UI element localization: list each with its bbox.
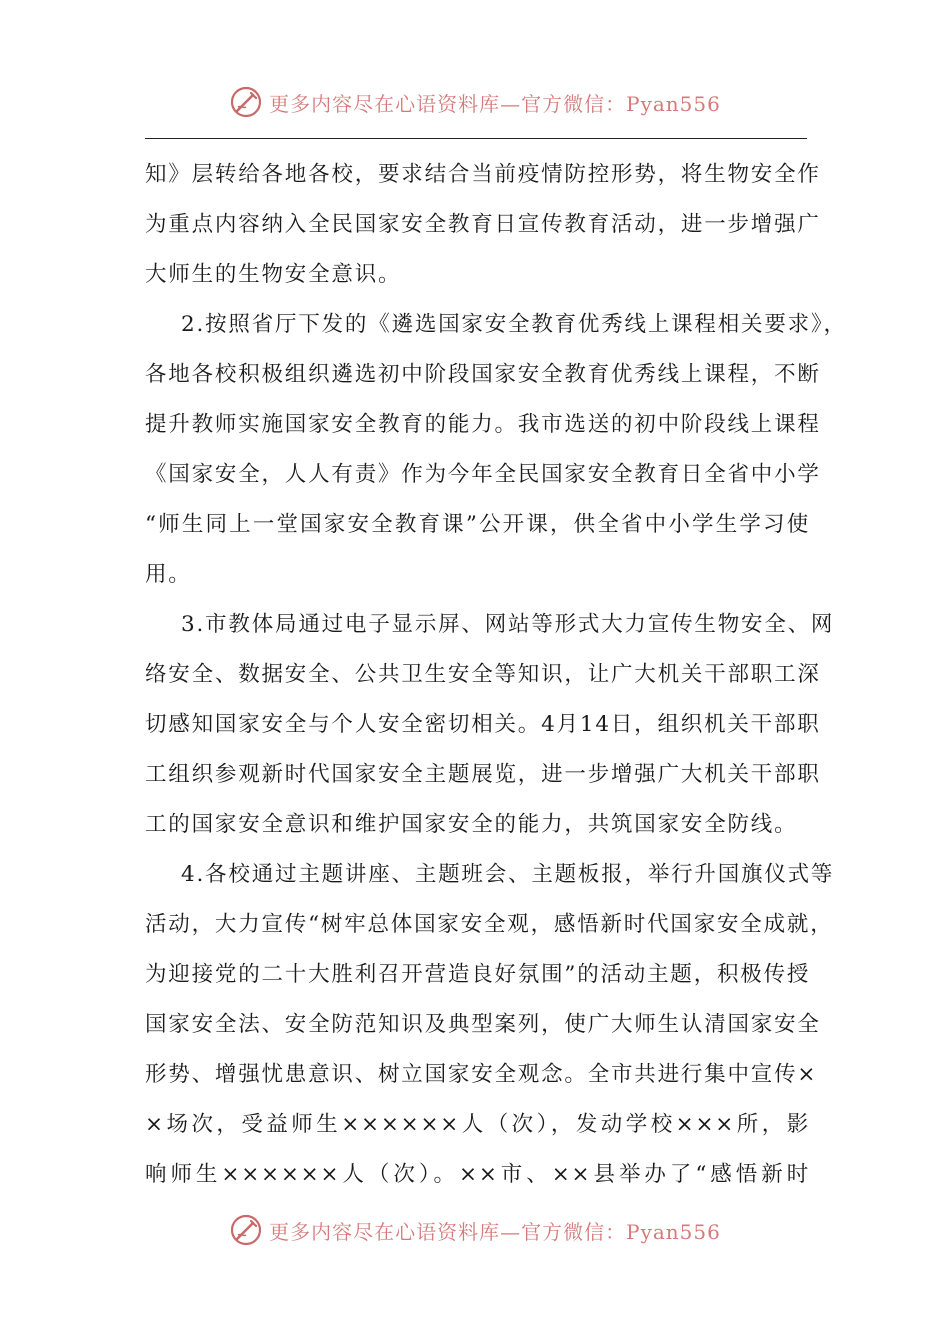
body-line: 形势、增强忧患意识、树立国家安全观念。全市共进行集中宣传× — [145, 1062, 818, 1087]
body-line: 知》层转给各地各校，要求结合当前疫情防控形势，将生物安全作 — [145, 162, 821, 187]
body-line: 为重点内容纳入全民国家安全教育日宣传教育活动，进一步增强广 — [145, 212, 821, 237]
pen-logo-icon — [229, 85, 263, 119]
body-line: 3.市教体局通过电子显示屏、网站等形式大力宣传生物安全、网 — [181, 612, 835, 637]
body-line: 各地各校积极组织遴选初中阶段国家安全教育优秀线上课程，不断 — [145, 362, 821, 387]
header-watermark-text: 更多内容尽在心语资料库—官方微信：Pyan556 — [269, 91, 721, 116]
body-line: 国家安全法、安全防范知识及典型案列，使广大师生认清国家安全 — [145, 1012, 821, 1037]
body-line: 2.按照省厅下发的《遴选国家安全教育优秀线上课程相关要求》， — [181, 312, 847, 337]
footer-watermark — [0, 1210, 950, 1250]
body-line: 活动，大力宣传“树牢总体国家安全观，感悟新时代国家安全成就， — [145, 912, 834, 937]
body-line: 络安全、数据安全、公共卫生安全等知识，让广大机关干部职工深 — [145, 662, 821, 687]
body-line: 大师生的生物安全意识。 — [145, 262, 402, 287]
header-divider — [145, 138, 807, 139]
body-line: 工组织参观新时代国家安全主题展览，进一步增强广大机关干部职 — [145, 762, 821, 787]
body-line: 响师生××××××人（次）。××市、××县举办了“感悟新时 — [145, 1162, 810, 1187]
body-line: 提升教师实施国家安全教育的能力。我市选送的初中阶段线上课程 — [145, 412, 821, 437]
body-line: 切感知国家安全与个人安全密切相关。4月14日，组织机关干部职 — [145, 712, 821, 737]
body-line: ×场次，受益师生××××××人（次），发动学校×××所，影 — [145, 1112, 810, 1137]
body-line: 为迎接党的二十大胜利召开营造良好氛围”的活动主题，积极传授 — [145, 962, 811, 987]
footer-watermark-text: 更多内容尽在心语资料库—官方微信：Pyan556 — [269, 1219, 721, 1244]
body-line: “师生同上一堂国家安全教育课”公开课，供全省中小学生学习使 — [145, 512, 810, 537]
body-line: 工的国家安全意识和维护国家安全的能力，共筑国家安全防线。 — [145, 812, 798, 837]
pen-logo-icon — [229, 1213, 263, 1247]
header-watermark — [0, 82, 950, 122]
document-body — [145, 150, 847, 1200]
body-line: 《国家安全，人人有责》作为今年全民国家安全教育日全省中小学 — [145, 462, 821, 487]
body-line: 用。 — [145, 562, 192, 587]
body-line: 4.各校通过主题讲座、主题班会、主题板报，举行升国旗仪式等 — [181, 862, 835, 887]
